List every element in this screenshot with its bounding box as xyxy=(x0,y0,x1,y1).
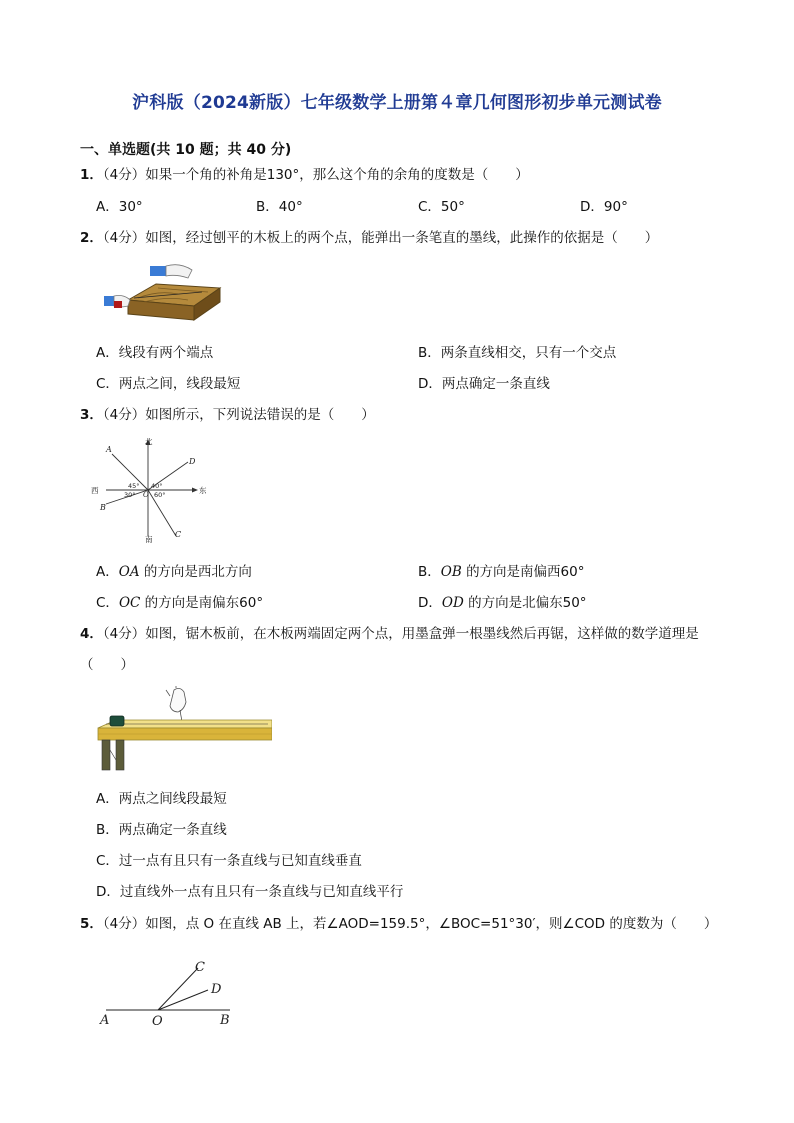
label-d: D xyxy=(211,982,222,997)
label-a: A xyxy=(106,445,112,454)
label-south: 南 xyxy=(145,535,153,544)
compass-direction-diagram xyxy=(88,434,210,546)
q4-option-d: D．过直线外一点有且只有一条直线与已知直线平行 xyxy=(96,884,404,900)
q1-option-b: B．40° xyxy=(256,199,303,215)
label-b: B xyxy=(220,1013,230,1028)
label-o: O xyxy=(143,491,149,499)
question-score: （4分） xyxy=(102,167,146,183)
q2-option-c: C．两点之间，线段最短 xyxy=(96,376,241,392)
q3-option-c: C．OC 的方向是南偏东60° xyxy=(96,595,264,611)
label-a: A xyxy=(100,1013,110,1028)
question-text: 如图，锯木板前，在木板两端固定两个点，用墨盒弹一根墨线然后再锯，这样做的数学道理是 xyxy=(145,626,699,642)
wood-board-image xyxy=(98,258,224,328)
question-number: 4． xyxy=(80,626,103,642)
label-west: 西 xyxy=(91,486,99,495)
angle-cod-diagram xyxy=(98,954,248,1032)
sawing-board-image xyxy=(96,686,272,774)
question-score: （4分） xyxy=(102,916,146,932)
question-text: 如图，点 O 在直线 AB 上，若∠AOD=159.5°，∠BOC=51°30′，则∠COD 的度数为（ ） xyxy=(145,916,718,932)
q4-option-a: A．两点之间线段最短 xyxy=(96,791,227,807)
label-b: B xyxy=(100,503,106,512)
question-text: 如图所示，下列说法错误的是（ ） xyxy=(145,407,375,423)
q4-option-b: B．两点确定一条直线 xyxy=(96,822,227,838)
question-1 xyxy=(80,165,529,185)
q2-option-d: D．两点确定一条直线 xyxy=(418,376,550,392)
q1-option-c: C．50° xyxy=(418,199,465,215)
page-title: 沪科版（2024新版）七年级数学上册第４章几何图形初步单元测试卷 xyxy=(132,93,662,113)
angle-45: 45° xyxy=(128,482,140,490)
label-north: 北 xyxy=(145,437,153,446)
label-c: C xyxy=(195,960,205,975)
q3-option-d: D．OD 的方向是北偏东50° xyxy=(418,595,587,611)
question-number: 3． xyxy=(80,407,103,423)
question-3 xyxy=(80,405,375,425)
q2-option-a: A．线段有两个端点 xyxy=(96,345,214,361)
question-number: 1． xyxy=(80,167,103,183)
angle-40: 40° xyxy=(151,482,163,490)
q1-option-a: A．30° xyxy=(96,199,143,215)
q3-option-b: B．OB 的方向是南偏西60° xyxy=(418,564,585,580)
question-4 xyxy=(80,624,699,644)
question-5 xyxy=(80,914,717,934)
question-number: 5． xyxy=(80,916,103,932)
q4-option-c: C．过一点有且只有一条直线与已知直线垂直 xyxy=(96,853,362,869)
question-4-paren: （ ） xyxy=(80,657,134,673)
question-score: （4分） xyxy=(102,230,146,246)
label-o: O xyxy=(152,1014,163,1029)
angle-60: 60° xyxy=(154,491,166,499)
q2-option-b: B．两条直线相交，只有一个交点 xyxy=(418,345,617,361)
question-text: 如果一个角的补角是130°，那么这个角的余角的度数是（ ） xyxy=(145,167,529,183)
question-text: 如图，经过刨平的木板上的两个点，能弹出一条笔直的墨线，此操作的依据是（ ） xyxy=(145,230,659,246)
q1-option-d: D．90° xyxy=(580,199,628,215)
section-heading: 一、单选题(共 10 题；共 40 分) xyxy=(80,142,292,158)
question-number: 2． xyxy=(80,230,103,246)
label-d: D xyxy=(189,457,196,466)
angle-30: 30° xyxy=(124,491,136,499)
question-score: （4分） xyxy=(102,626,146,642)
question-2 xyxy=(80,228,658,248)
q3-option-a: A．OA 的方向是西北方向 xyxy=(96,564,252,580)
question-score: （4分） xyxy=(102,407,146,423)
label-east: 东 xyxy=(199,486,207,495)
label-c: C xyxy=(175,530,182,539)
